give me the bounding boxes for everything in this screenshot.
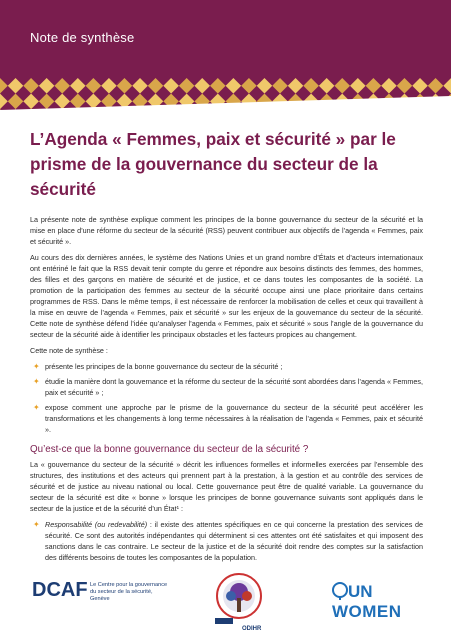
- dcaf-logo: [32, 578, 88, 600]
- document-type-label: Note de synthèse: [30, 30, 135, 45]
- section-paragraph: La « gouvernance du secteur de la sécurité » décrit les influences formelles et informelles exercées par l’ensemble des structures, des institutions et des acteurs qui prennent part à la prestation, à la gestion et au contrôle des services de sécurité et de justice au niveau national ou local. Cette gouvernance peut être de qualité variable. La gouvernance du secteur de la sécurité est dite « bonne » lorsque les principes de bonne gouvernance suivants sont appliqués dans le secteur de la justice et de la sécurité d’un État¹ :: [30, 460, 423, 513]
- women-wordmark: WOMEN: [332, 602, 402, 621]
- principles-list: [30, 519, 423, 563]
- decorative-diamond-stripe: [0, 78, 451, 110]
- intro-paragraph-2: Au cours des dix dernières années, le système des Nations Unies et un grand nombre d’États et d’acteurs internationaux ont entériné le fait que la RSS devait tenir compte du genre et répondre aux besoins distincts des femmes, des hommes, des filles et des garçons en matière de sécurité et de justice, et ce dans toutes les composantes de la société. La promotion de la participation des femmes au secteur de la sécurité occupe ainsi une place prioritaire dans certains programmes de RSS. Dans le même temps, il est nécessaire de renforcer la mobilisation de celles et ceux qui travaillent à la mise en œuvre de l’agenda « Femmes, paix et sécurité » sur les enjeux de la gouvernance du secteur de la sécurité. Cette note de synthèse défend l’idée qu’analyser l’agenda « Femmes, paix et sécurité » sous l’angle de la gouvernance du secteur de la sécurité aide à identifier les principaux obstacles et les facteurs propices au changement.: [30, 253, 423, 339]
- principle-term: Responsabilité (ou redevabilité): [45, 520, 148, 529]
- footer-logos: [0, 568, 451, 640]
- list-item: ✦ étudie la manière dont la gouvernance et la réforme du secteur de la sécurité sont abordées dans l’agenda « Femmes, paix et sécurité » ;: [33, 377, 423, 397]
- list-item: ✦ présente les principes de la bonne gouvernance du secteur de la sécurité ;: [33, 362, 283, 371]
- summary-list: [30, 361, 423, 435]
- list-item: ✦ expose comment une approche par le prisme de la gouvernance du secteur de la sécurité peut accélérer les transformations et les changements à long terme nécessaires à la réalisation de l’agenda « Femmes, paix et sécurité ».: [33, 403, 423, 434]
- bullet-icon: ✦: [33, 362, 40, 371]
- osce-label: OSCE: [216, 626, 234, 632]
- bullet-icon: ✦: [33, 403, 40, 412]
- header-banner: [0, 0, 451, 90]
- un-wordmark: UN: [348, 582, 373, 601]
- bullet-icon: ✦: [33, 377, 40, 386]
- body-text: [30, 214, 423, 568]
- page-title: L’Agenda « Femmes, paix et sécurité » par le prisme de la gouvernance du secteur de la sécurité: [30, 129, 396, 199]
- un-women-emblem-icon: [332, 582, 348, 600]
- osce-odihr-logo: [209, 568, 269, 626]
- intro-paragraph-1: La présente note de synthèse explique comment les principes de la bonne gouvernance du secteur de la sécurité et la mise en place d’une réforme du secteur de la sécurité (RSS) peuvent contribuer aux objectifs de l’agenda « Femmes, paix et sécurité ».: [30, 215, 423, 246]
- intro-paragraph-3: Cette note de synthèse :: [30, 346, 108, 355]
- dcaf-wordmark: DCAF: [32, 579, 88, 600]
- list-item: ✦ Responsabilité (ou redevabilité) : il existe des attentes spécifiques en ce qui concerne la prestation des services de sécurité. Ce sont des autorités indépendantes qui déterminent si ces attentes ont été satisfaites et qui imposent des sanctions dans le cas contraire. Le secteur de la justice et de la sécurité doit rendre des comptes sur la satisfaction des différents besoins de toutes les composantes de la population.: [33, 520, 424, 562]
- dcaf-description: Le Centre pour la gouvernance du secteur de la sécurité, Genève: [90, 582, 168, 602]
- section-heading: Qu’est-ce que la bonne gouvernance du secteur de la sécurité ?: [30, 444, 309, 455]
- odihr-label: ODIHR: [242, 626, 262, 632]
- bullet-icon: ✦: [33, 520, 40, 529]
